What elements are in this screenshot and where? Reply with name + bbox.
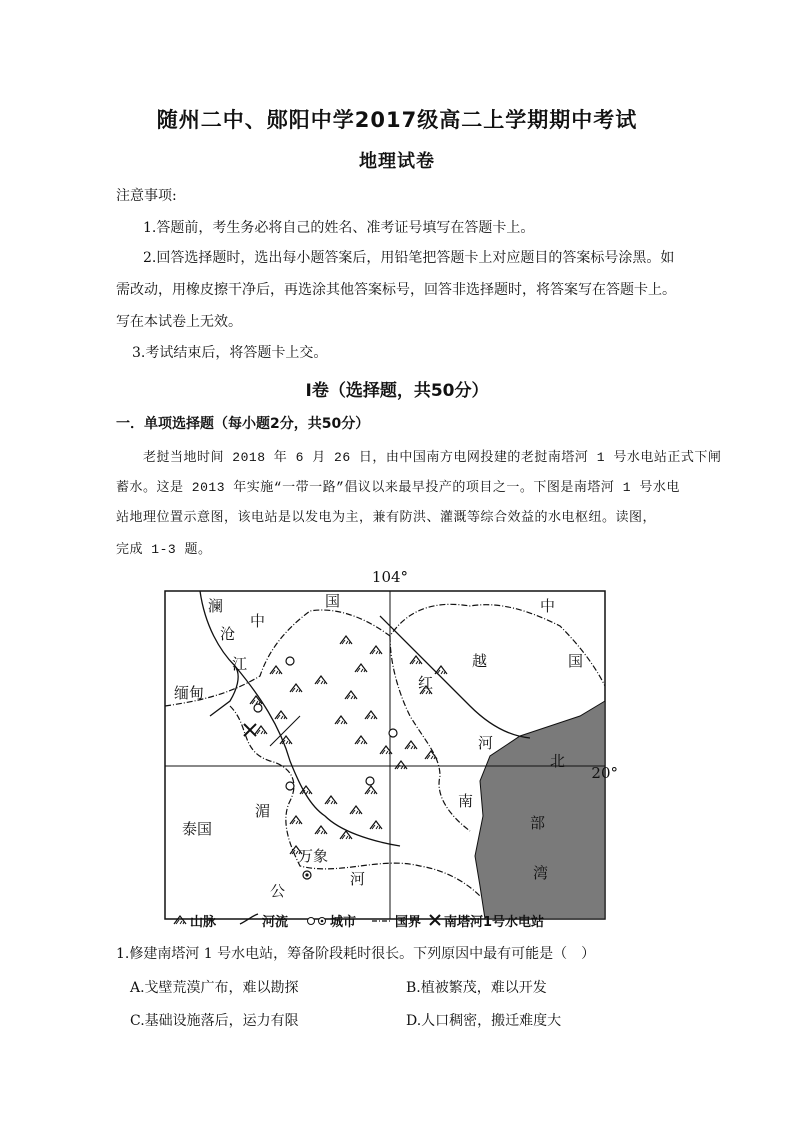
intro-line-1: 老挝当地时间 2018 年 6 月 26 日，由中国南方电网投建的老挝南塔河 1 号水电站正式下闸	[143, 450, 722, 465]
section-title: Ⅰ卷（选择题，共50分）	[305, 381, 489, 401]
exam-subtitle: 地理试卷	[359, 151, 435, 172]
hydropower-location-map	[140, 566, 620, 936]
legend-border: 国界	[395, 915, 422, 930]
notice-item-2-line-2: 需改动，用橡皮擦干净后，再选涂其他答案标号，回答非选择题时，将答案写在答题卡上。	[116, 282, 676, 298]
legend-river: 河流	[262, 915, 289, 930]
section-heading: 一．单项选择题（每小题2分，共50分）	[116, 416, 370, 432]
gulf-char-2: 部	[530, 814, 546, 832]
intro-line-2: 蓄水。这是 2013 年实施“一带一路”倡议以来最早投产的项目之一。下图是南塔河 1 号水电	[116, 480, 680, 495]
notice-item-1: 1.答题前，考生务必将自己的姓名、准考证号填写在答题卡上。	[143, 220, 535, 236]
vietnam-char-2: 南	[458, 792, 474, 810]
vietnam-char-1: 越	[472, 652, 488, 670]
mekong-char-1: 湄	[255, 802, 271, 820]
question-1-option-a: A.戈壁荒漠广布，难以勘探	[130, 980, 299, 996]
city-marker	[254, 704, 262, 712]
lancang-char-2: 沧	[220, 625, 236, 643]
notice-item-2-line-3: 写在本试卷上无效。	[116, 314, 242, 330]
question-1-option-b: B.植被繁茂，难以开发	[406, 980, 547, 996]
vientiane-label: 万象	[298, 847, 329, 865]
legend-city: 城市	[330, 915, 357, 930]
intro-line-3: 站地理位置示意图，该电站是以发电为主，兼有防洪、灌溉等综合效益的水电枢纽。读图，	[116, 510, 657, 525]
legend-mountain: 山脉	[190, 915, 217, 930]
latitude-label: 20°	[591, 764, 618, 782]
china-char-1: 中	[250, 612, 266, 630]
city-marker	[286, 657, 294, 665]
gulf-char-3: 湾	[533, 864, 549, 882]
lancang-char-3: 江	[232, 655, 248, 673]
china-char-3: 中	[540, 597, 556, 615]
notice-heading: 注意事项:	[116, 188, 177, 204]
gulf-char-1: 北	[550, 752, 566, 770]
longitude-label: 104°	[371, 568, 409, 586]
lancang-char-1: 澜	[208, 597, 224, 615]
city-marker	[286, 782, 294, 790]
question-1-option-c: C.基础设施落后，运力有限	[130, 1013, 299, 1029]
notice-item-3: 3.考试结束后，将答题卡上交。	[132, 345, 328, 361]
mekong-char-3: 河	[350, 870, 366, 888]
legend-station: 南塔河1号水电站	[444, 915, 545, 930]
china-char-2: 国	[325, 592, 341, 610]
notice-item-2-line-1: 2.回答选择题时，选出每小题答案后，用铅笔把答题卡上对应题目的答案标号涂黑。如	[143, 250, 675, 266]
exam-title: 随州二中、郧阳中学2017级高二上学期期中考试	[156, 108, 638, 132]
question-1-option-d: D.人口稠密，搬迁难度大	[406, 1013, 562, 1029]
question-1-stem: 1.修建南塔河 1 号水电站，筹备阶段耗时很长。下列原因中最有可能是（ ）	[116, 946, 596, 962]
intro-line-4: 完成 1-3 题。	[116, 542, 212, 557]
myanmar-label: 缅甸	[174, 684, 205, 702]
china-char-4: 国	[568, 652, 584, 670]
city-marker	[389, 729, 397, 737]
thailand-label: 泰国	[182, 820, 213, 838]
red-river-char-2: 河	[478, 734, 494, 752]
red-river-char-1: 红	[418, 674, 434, 692]
city-marker	[366, 777, 374, 785]
mekong-char-2: 公	[270, 882, 286, 900]
